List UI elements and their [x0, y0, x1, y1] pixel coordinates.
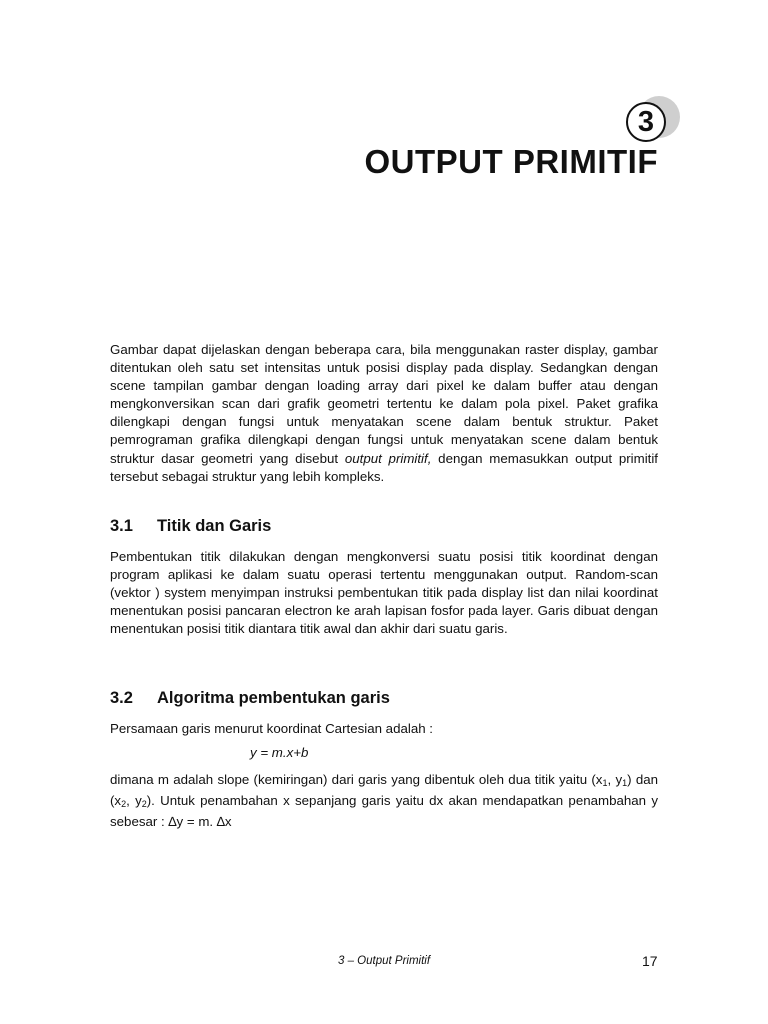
chapter-number: 3	[626, 102, 666, 142]
intro-paragraph	[110, 341, 658, 486]
footer-page-number: 17	[642, 953, 658, 969]
section-heading-3-1	[110, 517, 271, 536]
subscript: 1	[622, 778, 628, 788]
section-3-2-paragraph	[110, 771, 658, 831]
footer-running-title: 3 – Output Primitif	[338, 955, 431, 967]
subscript: 2	[141, 799, 147, 810]
section-heading-3-2	[110, 689, 390, 708]
section-title: Algoritma pembentukan garis	[157, 689, 390, 707]
intro-italic-term: output primitif,	[344, 450, 432, 466]
subscript: 1	[602, 778, 608, 788]
text-part: ) dan (x	[110, 772, 659, 809]
intro-text-end: dengan memasukkan output primitif tersebut sebagai struktur yang lebih kompleks.	[110, 450, 658, 484]
section-title: Titik dan Garis	[157, 517, 272, 535]
intro-text: Gambar dapat dijelaskan dengan beberapa cara, bila menggunakan raster display, gambar ditentukan oleh satu set intensitas untuk posisi display pada display. Sedangkan dengan scene tampilan gambar dengan loading array dari pixel ke dalam buffer atau dengan mengkonversikan scan dari grafik geometri tertentu ke dalam pola pixel. Paket grafika dilengkapi dengan fungsi untuk menyatakan scene dalam bentuk struktur. Paket pemrograman grafika dilengkapi dengan fungsi untuk menyatakan scene dalam bentuk struktur dasar geometri yang disebut	[110, 342, 658, 466]
text-part: , y	[126, 793, 142, 809]
section-3-2-intro: Persamaan garis menurut koordinat Cartesian adalah :	[110, 721, 433, 736]
chapter-title: OUTPUT PRIMITIF	[364, 143, 658, 180]
text-part: , y	[607, 772, 623, 787]
text-part: ). Untuk penambahan x sepanjang garis yaitu dx akan mendapatkan penambahan y sebesar : ∆y = m. ∆x	[110, 793, 658, 830]
subscript: 2	[121, 799, 127, 810]
text-part: dimana m adalah slope (kemiringan) dari garis yang dibentuk oleh dua titik yaitu (x	[110, 772, 603, 787]
section-3-1-paragraph: Pembentukan titik dilakukan dengan mengkonversi suatu posisi titik koordinat dengan program aplikasi ke dalam suatu operasi tertentu menggunakan output. Random-scan (vektor ) system menyimpan instruksi pembentukan titik pada display list dan nilai koordinat menentukan posisi pancaran electron ke arah lapisan fosfor pada layer. Garis dibuat dengan menentukan posisi titik diantara titik awal dan akhir dari suatu garis.	[110, 549, 658, 637]
line-equation: y = m.x+b	[250, 745, 309, 760]
section-number: 3.2	[110, 689, 133, 707]
section-number: 3.1	[110, 517, 133, 535]
